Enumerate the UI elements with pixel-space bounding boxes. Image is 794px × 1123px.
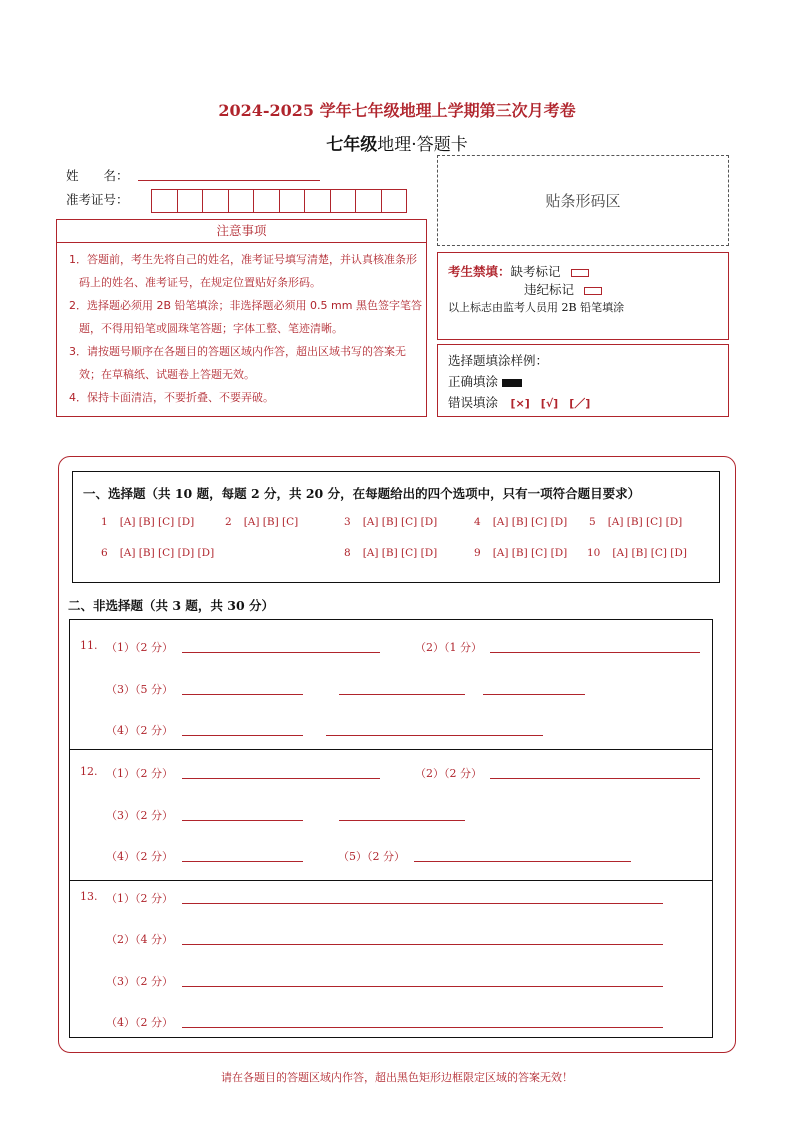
notice-body [56, 242, 427, 417]
q-options[interactable]: [A] [B] [C] [D] [607, 516, 683, 528]
q11-part4-line-b[interactable] [326, 735, 543, 736]
q11-part1-label: （1）（2 分） [106, 641, 173, 654]
absent-mark[interactable] [571, 269, 589, 277]
examiner-box [437, 252, 729, 340]
q-number: 4 [474, 516, 481, 528]
choice-section [72, 471, 720, 583]
q12-part2-line[interactable] [490, 778, 700, 779]
choice-q6[interactable] [101, 547, 214, 559]
q-options[interactable]: [A] [B] [C] [D] [492, 516, 568, 528]
q-options[interactable]: [A] [B] [C] [D] [612, 547, 687, 559]
q11-part1-line[interactable] [182, 652, 380, 653]
choice-title: 一、选择题（共 10 题，每题 2 分，共 20 分，在每题给出的四个选项中，只有一项符合题目要求） [83, 486, 641, 501]
q11-part2-line[interactable] [490, 652, 700, 653]
id-box[interactable] [177, 189, 204, 213]
q12-part3-label: （3）（2 分） [106, 809, 173, 822]
barcode-area [437, 155, 729, 246]
choice-q9[interactable] [474, 547, 567, 559]
name-field[interactable] [138, 180, 320, 181]
subtitle-grade: 七年级 [326, 135, 378, 155]
violation-label: 违纪标记 [524, 282, 575, 297]
id-box[interactable] [202, 189, 229, 213]
q-options[interactable]: [A] [B] [C] [D] [362, 516, 438, 528]
answer-box-12 [69, 749, 713, 881]
q13-part3-label: （3）（2 分） [106, 975, 173, 988]
q11-part2-label: （2）（1 分） [415, 641, 482, 654]
choice-q5[interactable] [589, 516, 682, 528]
q12-part2-label: （2）（2 分） [415, 767, 482, 780]
q12-part5-line[interactable] [414, 861, 631, 862]
id-box[interactable] [279, 189, 306, 213]
q-options[interactable]: [A] [B] [C] [D] [492, 547, 568, 559]
id-box[interactable] [330, 189, 357, 213]
choice-q10[interactable] [587, 547, 687, 559]
q11-part3-label: （3）（5 分） [106, 683, 173, 696]
id-box[interactable] [355, 189, 382, 213]
q-number: 1 [101, 516, 108, 528]
exam-title: 2024-2025 学年七年级地理上学期第三次月考卷 [218, 101, 576, 120]
q13-part4-line[interactable] [182, 1027, 663, 1028]
q13-part1-label: （1）（2 分） [106, 892, 173, 905]
id-label: 准考证号： [66, 192, 129, 207]
q11-part4-label: （4）（2 分） [106, 724, 173, 737]
q-options[interactable]: [A] [B] [C] [D] [119, 516, 195, 528]
fill-sample-box [437, 344, 729, 417]
correct-label: 正确填涂 [448, 374, 499, 389]
card-subtitle [0, 130, 794, 155]
notice-item: 3．请按题号顺序在各题目的答题区域内作答，超出区域书写的答案无效；在草稿纸、试题卷上答题无效。 [69, 345, 406, 381]
q-number: 10 [587, 547, 601, 559]
q-number: 8 [344, 547, 351, 559]
violation-mark[interactable] [584, 287, 602, 295]
notice-heading: 注意事项 [56, 219, 427, 243]
choice-q3[interactable] [344, 516, 437, 528]
forbid-note: 以上标志由监考人员用 2B 铅笔填涂 [448, 301, 625, 314]
notice-item: 1．答题前，考生先将自己的姓名，准考证号填写清楚，并认真核准条形码上的姓名、准考证号，在规定位置贴好条形码。 [69, 253, 417, 289]
choice-q8[interactable] [344, 547, 437, 559]
q-number: 6 [101, 547, 108, 559]
q12-part3-line-a[interactable] [182, 820, 303, 821]
name-label: 姓 名： [66, 168, 129, 183]
notice-item: 4．保持卡面清洁，不要折叠、不要弄破。 [69, 391, 274, 404]
q13-part4-label: （4）（2 分） [106, 1016, 173, 1029]
id-box[interactable] [304, 189, 331, 213]
nonchoice-title: 二、非选择题（共 3 题，共 30 分） [68, 598, 275, 613]
id-box[interactable] [228, 189, 255, 213]
subtitle-rest: 地理·答题卡 [377, 135, 468, 155]
exam-id-boxes[interactable] [151, 189, 406, 213]
choice-q2[interactable] [225, 516, 298, 528]
answer-box-11 [69, 619, 713, 750]
choice-q4[interactable] [474, 516, 567, 528]
q-number: 9 [474, 547, 481, 559]
q13-part1-line[interactable] [182, 903, 663, 904]
q-number: 3 [344, 516, 351, 528]
q-number: 5 [589, 516, 596, 528]
q11-part4-line-a[interactable] [182, 735, 303, 736]
q11-part3-line-b[interactable] [339, 694, 465, 695]
q13-part3-line[interactable] [182, 986, 663, 987]
answer-box-13 [69, 880, 713, 1038]
footer-warning: 请在各题目的答题区域内作答，超出黑色矩形边框限定区域的答案无效！ [221, 1071, 573, 1084]
correct-fill-sample [502, 379, 522, 387]
q13-part2-line[interactable] [182, 944, 663, 945]
id-box[interactable] [151, 189, 178, 213]
q12-number: 12. [80, 765, 98, 778]
q-options[interactable]: [A] [B] [C] [D] [D] [119, 547, 215, 559]
q12-part1-label: （1）（2 分） [106, 767, 173, 780]
q13-number: 13. [80, 890, 98, 903]
q11-part3-line-c[interactable] [483, 694, 585, 695]
q11-part3-line-a[interactable] [182, 694, 303, 695]
q12-part1-line[interactable] [182, 778, 380, 779]
q-options[interactable]: [A] [B] [C] [243, 516, 299, 528]
q-number: 2 [225, 516, 232, 528]
sample-title: 选择题填涂样例： [448, 353, 549, 368]
q13-part2-label: （2）（4 分） [106, 933, 173, 946]
q12-part3-line-b[interactable] [339, 820, 465, 821]
id-box[interactable] [253, 189, 280, 213]
q12-part4-line[interactable] [182, 861, 303, 862]
absent-label: 缺考标记 [510, 264, 561, 279]
barcode-label: 贴条形码区 [545, 192, 621, 210]
wrong-marks: [×] [√] [／] [510, 397, 591, 410]
id-box[interactable] [381, 189, 408, 213]
wrong-label: 错误填涂 [448, 395, 499, 410]
choice-q1[interactable] [101, 516, 194, 528]
q12-part5-label: （5）（2 分） [338, 850, 405, 863]
q-options[interactable]: [A] [B] [C] [D] [362, 547, 438, 559]
forbid-label: 考生禁填： [448, 264, 511, 279]
q11-number: 11. [80, 639, 98, 652]
q12-part4-label: （4）（2 分） [106, 850, 173, 863]
notice-item: 2．选择题必须用 2B 铅笔填涂；非选择题必须用 0.5 mm 黑色签字笔答题，不得用铅笔或圆珠笔答题；字体工整、笔迹清晰。 [69, 299, 422, 335]
